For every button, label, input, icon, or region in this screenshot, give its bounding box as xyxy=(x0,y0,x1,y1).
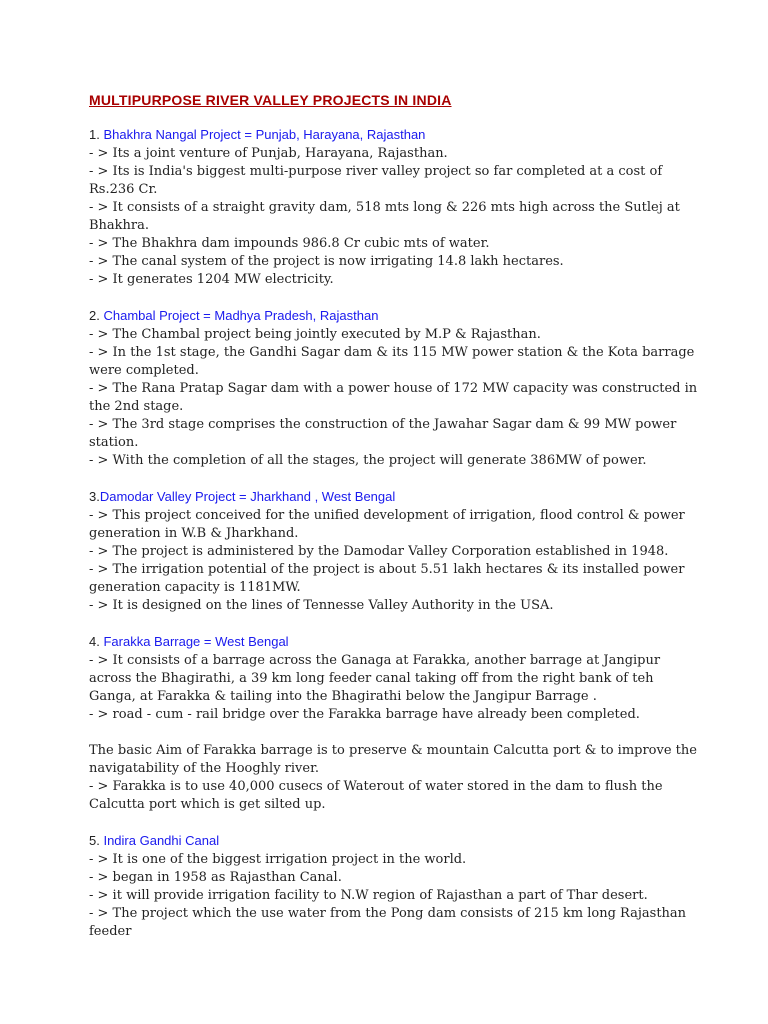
text-line: - > The Bhakhra dam impounds 986.8 Cr cubic mts of water. xyxy=(89,236,490,251)
section-title: Bhakhra Nangal Project = Punjab, Harayana, Rajasthan xyxy=(103,127,426,142)
section-number: 1. xyxy=(89,127,104,142)
text-line: - > The Chambal project being jointly executed by M.P & Rajasthan. xyxy=(89,327,541,342)
section-number: 2. xyxy=(89,308,104,323)
text-line: - > It consists of a barrage across the Ganaga at Farakka, another barrage at Jangipur across the Bhagirathi, a 39 km long feeder canal taking off from the right bank of teh Ganga, at Farakka & tailing into the Bhagirathi below the Jangipur Barrage . xyxy=(89,653,661,704)
text-line: - > It is designed on the lines of Tennesse Valley Authority in the USA. xyxy=(89,598,554,613)
text-line: - > it will provide irrigation facility to N.W region of Rajasthan a part of Thar desert. xyxy=(89,888,648,903)
text-line: - > It consists of a straight gravity dam, 518 mts long & 226 mts high across the Sutlej at Bhakhra. xyxy=(89,200,680,233)
text-line: - > It is one of the biggest irrigation project in the world. xyxy=(89,852,467,867)
section-title: Indira Gandhi Canal xyxy=(103,833,220,848)
text-line: - > With the completion of all the stages, the project will generate 386MW of power. xyxy=(89,453,647,468)
section-heading xyxy=(89,488,698,507)
text-line: - > began in 1958 as Rajasthan Canal. xyxy=(89,870,342,885)
page-title: MULTIPURPOSE RIVER VALLEY PROJECTS IN INDIA xyxy=(89,92,452,108)
text-line: - > The irrigation potential of the project is about 5.51 lakh hectares & its installed power generation capacity is 1181MW. xyxy=(89,562,685,595)
section-damodar xyxy=(89,488,698,615)
section-indira-gandhi xyxy=(89,832,698,941)
text-line: - > It generates 1204 MW electricity. xyxy=(89,272,334,287)
section-chambal xyxy=(89,307,698,470)
section-heading xyxy=(89,633,698,652)
section-heading xyxy=(89,832,698,851)
section-farakka-aim xyxy=(89,742,698,814)
text-line: - > This project conceived for the unified development of irrigation, flood control & power generation in W.B & Jharkhand. xyxy=(89,508,685,541)
section-number: 5. xyxy=(89,833,104,848)
section-heading xyxy=(89,307,698,326)
text-line: - > Farakka is to use 40,000 cusecs of Waterout of water stored in the dam to flush the Calcutta port which is get silted up. xyxy=(89,779,663,812)
text-line: - > The Rana Pratap Sagar dam with a power house of 172 MW capacity was constructed in the 2nd stage. xyxy=(89,381,698,414)
text-line: - > The 3rd stage comprises the construction of the Jawahar Sagar dam & 99 MW power station. xyxy=(89,417,677,450)
text-line: - > road - cum - rail bridge over the Farakka barrage have already been completed. xyxy=(89,707,640,722)
section-title: Damodar Valley Project = Jharkhand , West Bengal xyxy=(99,489,396,504)
text-line: The basic Aim of Farakka barrage is to preserve & mountain Calcutta port & to improve the navigatability of the Hooghly river. xyxy=(89,743,697,776)
text-line: - > Its a joint venture of Punjab, Harayana, Rajasthan. xyxy=(89,146,448,161)
section-number: 3. xyxy=(89,489,100,504)
text-line: - > The project which the use water from the Pong dam consists of 215 km long Rajasthan feeder xyxy=(89,906,687,939)
section-title: Farakka Barrage = West Bengal xyxy=(103,634,289,649)
section-heading xyxy=(89,126,698,145)
section-farakka xyxy=(89,633,698,724)
text-line: - > Its is India's biggest multi-purpose river valley project so far completed at a cost of Rs.236 Cr. xyxy=(89,164,663,197)
section-bhakhra xyxy=(89,126,698,289)
text-line: - > The canal system of the project is now irrigating 14.8 lakh hectares. xyxy=(89,254,564,269)
text-line: - > In the 1st stage, the Gandhi Sagar dam & its 115 MW power station & the Kota barrage were completed. xyxy=(89,345,695,378)
section-number: 4. xyxy=(89,634,104,649)
text-line: - > The project is administered by the Damodar Valley Corporation established in 1948. xyxy=(89,544,669,559)
section-title: Chambal Project = Madhya Pradesh, Rajasthan xyxy=(103,308,379,323)
